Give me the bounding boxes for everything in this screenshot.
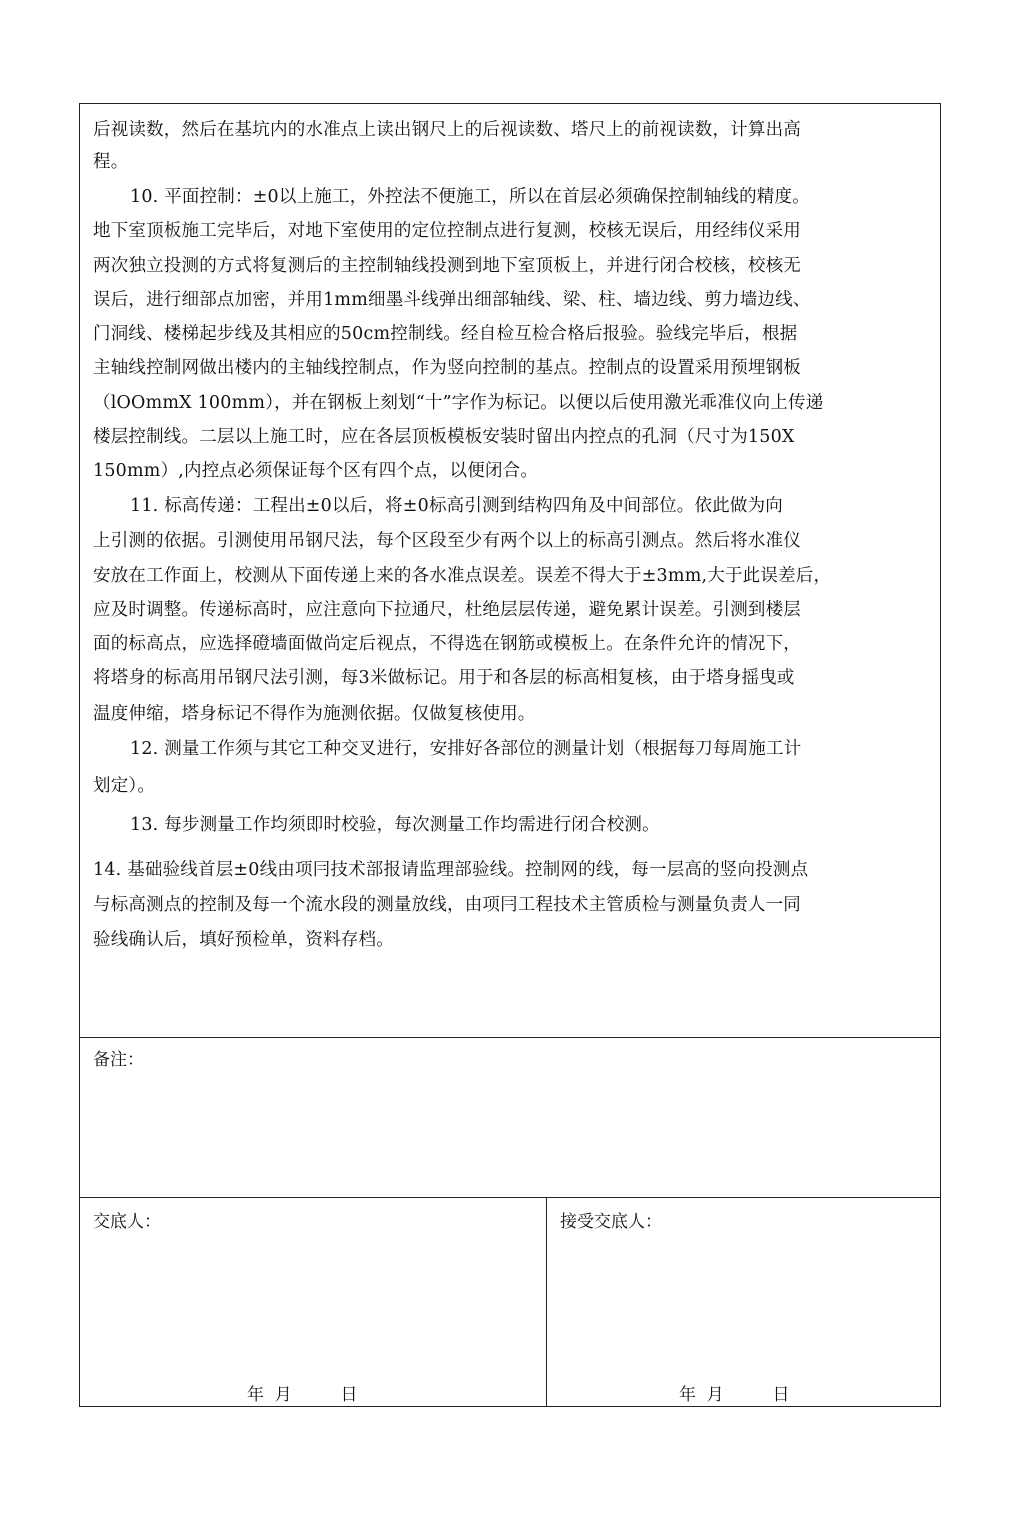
body-line: 主轴线控制网做出楼内的主轴线控制点，作为竖向控制的基点。控制点的设置采用预埋钢板 bbox=[93, 358, 801, 378]
signature-divider bbox=[79, 1197, 941, 1198]
body-line: 与标高测点的控制及每一个流水段的测量放线，由项冃工程技术主管质检与测量负责人一同 bbox=[93, 895, 801, 915]
body-line: 程。 bbox=[93, 152, 129, 172]
body-line: 150mm）,内控点必须保证每个区有四个点，以便闭合。 bbox=[93, 461, 539, 481]
body-line: 面的标高点，应选择磴墙面做尚定后视点，不得选在钢筋或模板上。在条件允许的情况下， bbox=[93, 634, 801, 654]
handover-person-label: 交底人： bbox=[93, 1212, 161, 1232]
body-line: 11. 标高传递：工程出±0以后，将±0标高引测到结构四角及中间部位。依此做为向 bbox=[130, 496, 783, 516]
body-line: 两次独立投测的方式将复测后的主控制轴线投测到地下室顶板上，并进行闭合校核，校核无 bbox=[93, 256, 801, 276]
body-line: 地下室顶板施工完毕后，对地下室使用的定位控制点进行复测，校核无误后，用经纬仪采用 bbox=[93, 221, 801, 241]
body-line: 划定）。 bbox=[93, 776, 156, 796]
remarks-label: 备注： bbox=[93, 1050, 144, 1070]
body-line: 楼层控制线。二层以上施工时，应在各层顶板模板安装时留出内控点的孔洞（尺寸为150X bbox=[93, 427, 795, 447]
body-line: 将塔身的标高用吊钢尺法引测，每3米做标记。用于和各层的标高相复核，由于塔身摇曳或 bbox=[93, 668, 795, 688]
body-line: 10. 平面控制：±0以上施工，外控法不便施工，所以在首层必须确保控制轴线的精度。 bbox=[130, 187, 810, 207]
receiver-date: 年 月 日 bbox=[679, 1385, 790, 1405]
signature-column-divider bbox=[546, 1197, 547, 1407]
body-line: 温度伸缩，塔身标记不得作为施测依据。仅做复核使用。 bbox=[93, 704, 536, 724]
body-line: 误后，进行细部点加密，并用1mm细墨斗线弹出细部轴线、梁、柱、墙边线、剪力墙边线、 bbox=[93, 290, 811, 310]
receiver-label: 接受交底人： bbox=[560, 1212, 662, 1232]
handover-date: 年 月 日 bbox=[247, 1385, 358, 1405]
body-line: （lOOmmX 100mm），并在钢板上刻划“十”字作为标记。以便以后使用激光乖准仪向上传递 bbox=[93, 393, 824, 413]
body-line: 后视读数，然后在基坑内的水准点上读出钢尺上的后视读数、塔尺上的前视读数，计算出高 bbox=[93, 120, 801, 140]
body-line: 12. 测量工作须与其它工种交叉进行，安排好各部位的测量计划（根据每刀每周施工计 bbox=[130, 739, 802, 759]
body-line: 门洞线、楼梯起步线及其相应的50cm控制线。经自检互检合格后报验。验线完毕后，根据 bbox=[93, 324, 798, 344]
body-line: 安放在工作面上，校测从下面传递上来的各水准点误差。误差不得大于±3mm,大于此误差后， bbox=[93, 566, 832, 586]
body-line: 14. 基础验线首层±0线由项冃技术部报请监理部验线。控制网的线，每一层高的竖向投测点 bbox=[93, 860, 809, 880]
remarks-divider bbox=[79, 1037, 941, 1038]
body-line: 13. 每步测量工作均须即时校验，每次测量工作均需进行闭合校测。 bbox=[130, 815, 660, 835]
body-line: 验线确认后，填好预检单，资料存档。 bbox=[93, 930, 394, 950]
body-line: 上引测的依据。引测使用吊钢尺法，每个区段至少有两个以上的标高引测点。然后将水准仪 bbox=[93, 531, 801, 551]
body-line: 应及时调整。传递标高时，应注意向下拉通尺，杜绝层层传递，避免累计误差。引测到楼层 bbox=[93, 600, 801, 620]
